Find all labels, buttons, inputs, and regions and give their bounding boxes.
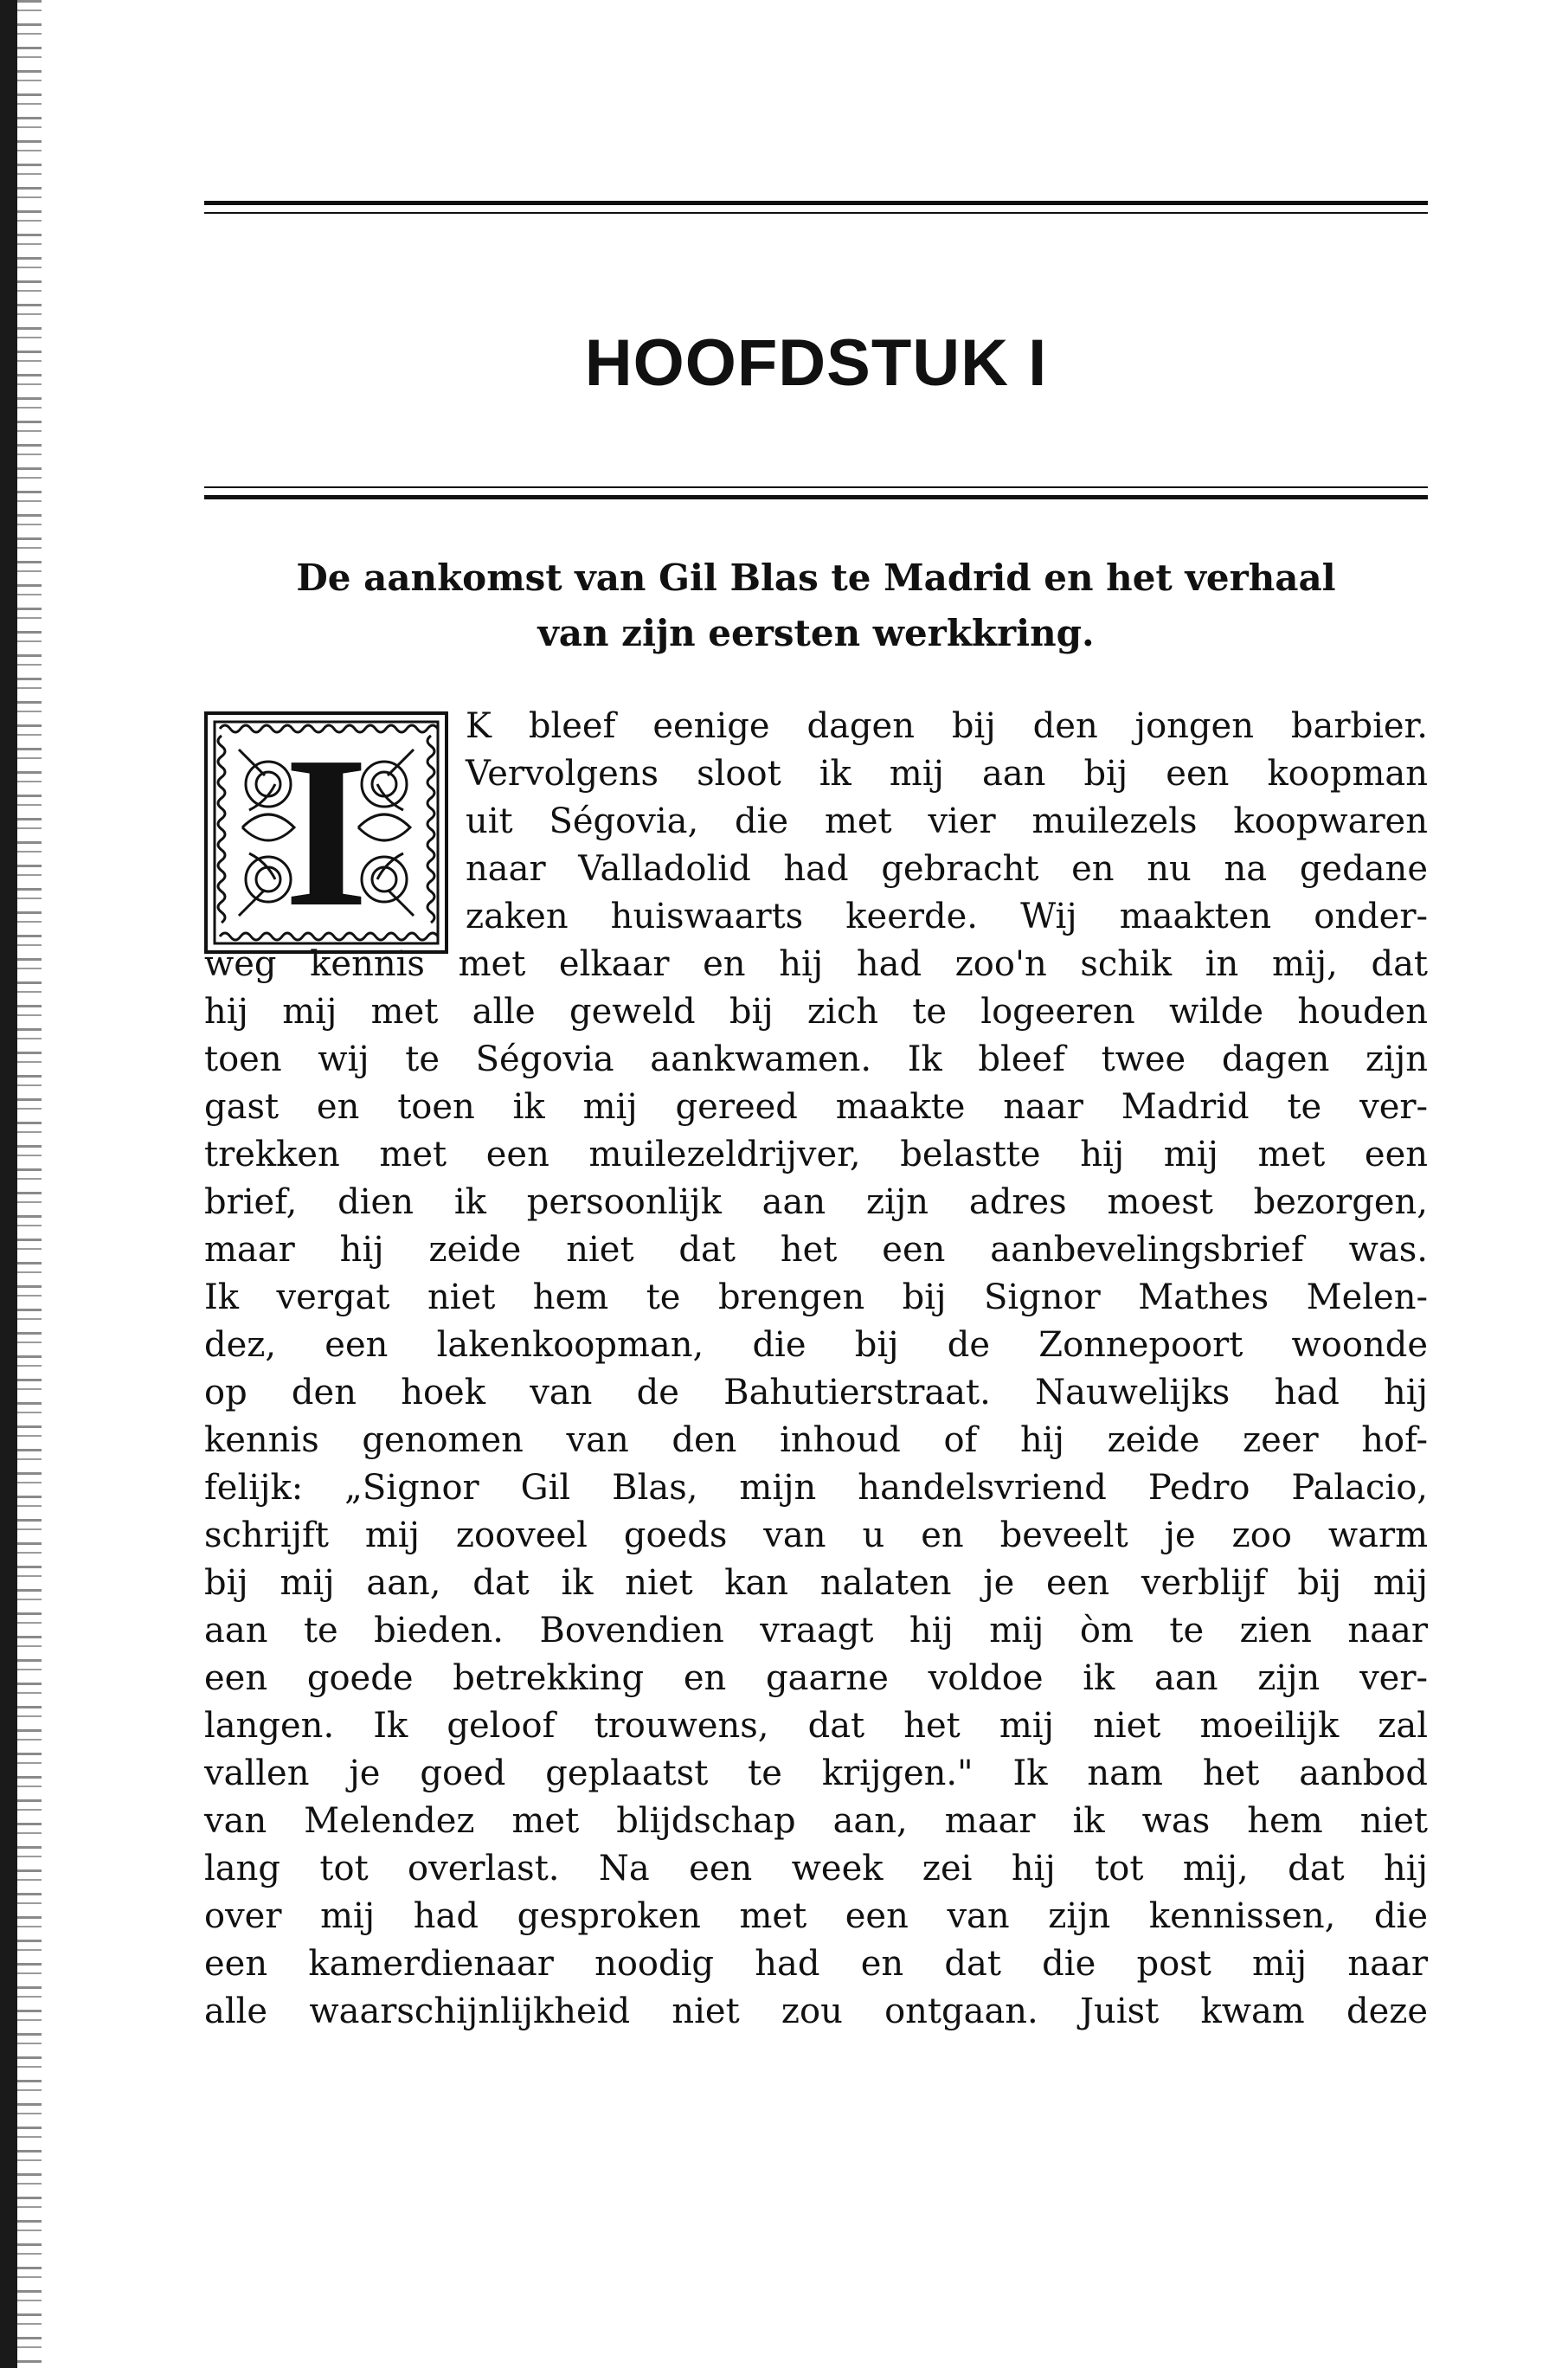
body-line: maar hij zeide niet dat het een aanbevelingsbrief was. <box>204 1230 1428 1270</box>
body-line: brief, dien ik persoonlijk aan zijn adres moest bezorgen, <box>204 1182 1428 1222</box>
body-line: langen. Ik geloof trouwens, dat het mij niet moeilijk zal <box>204 1706 1428 1746</box>
body-line: schrijft mij zooveel goeds van u en beveelt je zoo warm <box>204 1515 1428 1555</box>
body-line: dez, een lakenkoopman, die bij de Zonnepoort woonde <box>204 1325 1428 1365</box>
body-line: Vervolgens sloot ik mij aan bij een koopman <box>466 754 1428 794</box>
body-line: op den hoek van de Bahutierstraat. Nauwelijks had hij <box>204 1373 1428 1412</box>
body-line: felijk: „Signor Gil Blas, mijn handelsvriend Pedro Palacio, <box>204 1468 1428 1508</box>
body-line: hij mij met alle geweld bij zich te logeeren wilde houden <box>204 992 1428 1032</box>
body-line: alle waarschijnlijkheid niet zou ontgaan. Juist kwam deze <box>204 1992 1428 2031</box>
page-binding-shadow <box>17 0 42 2368</box>
body-line: over mij had gesproken met een van zijn kennissen, die <box>204 1896 1428 1936</box>
body-line: toen wij te Ségovia aankwamen. Ik bleef twee dagen zijn <box>204 1039 1428 1079</box>
chapter-heading: HOOFDSTUK I <box>584 326 1048 400</box>
body-line: weg kennis met elkaar en hij had zoo'n schik in mij, dat <box>204 944 1428 984</box>
bottom-rule-thin <box>204 486 1428 488</box>
bottom-rule-thick <box>204 495 1428 499</box>
page-binding-edge <box>0 0 17 2368</box>
top-rule-thin <box>204 212 1428 214</box>
body-line: uit Ségovia, die met vier muilezels koopwaren <box>466 801 1428 841</box>
body-line: K bleef eenige dagen bij den jongen barbier. <box>466 706 1428 746</box>
body-line: Ik vergat niet hem te brengen bij Signor Mathes Melen- <box>204 1277 1428 1317</box>
bottom-double-rule <box>204 486 1428 499</box>
body-line: bij mij aan, dat ik niet kan nalaten je een verblijf bij mij <box>204 1563 1428 1603</box>
body-line: van Melendez met blijdschap aan, maar ik was hem niet <box>204 1801 1428 1841</box>
body-line: kennis genomen van den inhoud of hij zeide zeer hof- <box>204 1420 1428 1460</box>
body-paragraph <box>204 703 1428 2036</box>
body-line: een goede betrekking en gaarne voldoe ik aan zijn ver- <box>204 1658 1428 1698</box>
body-line: trekken met een muilezeldrijver, belastte hij mij met een <box>204 1135 1428 1174</box>
subtitle-line: van zijn eersten werkkring. <box>537 612 1095 654</box>
body-line: een kamerdienaar noodig had en dat die post mij naar <box>204 1944 1428 1984</box>
drop-cap-letter: I <box>284 712 369 952</box>
body-line: lang tot overlast. Na een week zei hij tot mij, dat hij <box>204 1849 1428 1889</box>
body-line: zaken huiswaarts keerde. Wij maakten onder- <box>466 897 1428 936</box>
body-line: gast en toen ik mij gereed maakte naar Madrid te ver- <box>204 1087 1428 1127</box>
body-line: vallen je goed geplaatst te krijgen." Ik nam het aanbod <box>204 1753 1428 1793</box>
top-double-rule <box>204 201 1428 214</box>
chapter-subtitle <box>204 550 1428 661</box>
body-line: naar Valladolid had gebracht en nu na gedane <box>466 849 1428 889</box>
top-rule-thick <box>204 201 1428 205</box>
subtitle-line: De aankomst van Gil Blas te Madrid en het verhaal <box>296 557 1336 599</box>
body-line: aan te bieden. Bovendien vraagt hij mij òm te zien naar <box>204 1611 1428 1651</box>
